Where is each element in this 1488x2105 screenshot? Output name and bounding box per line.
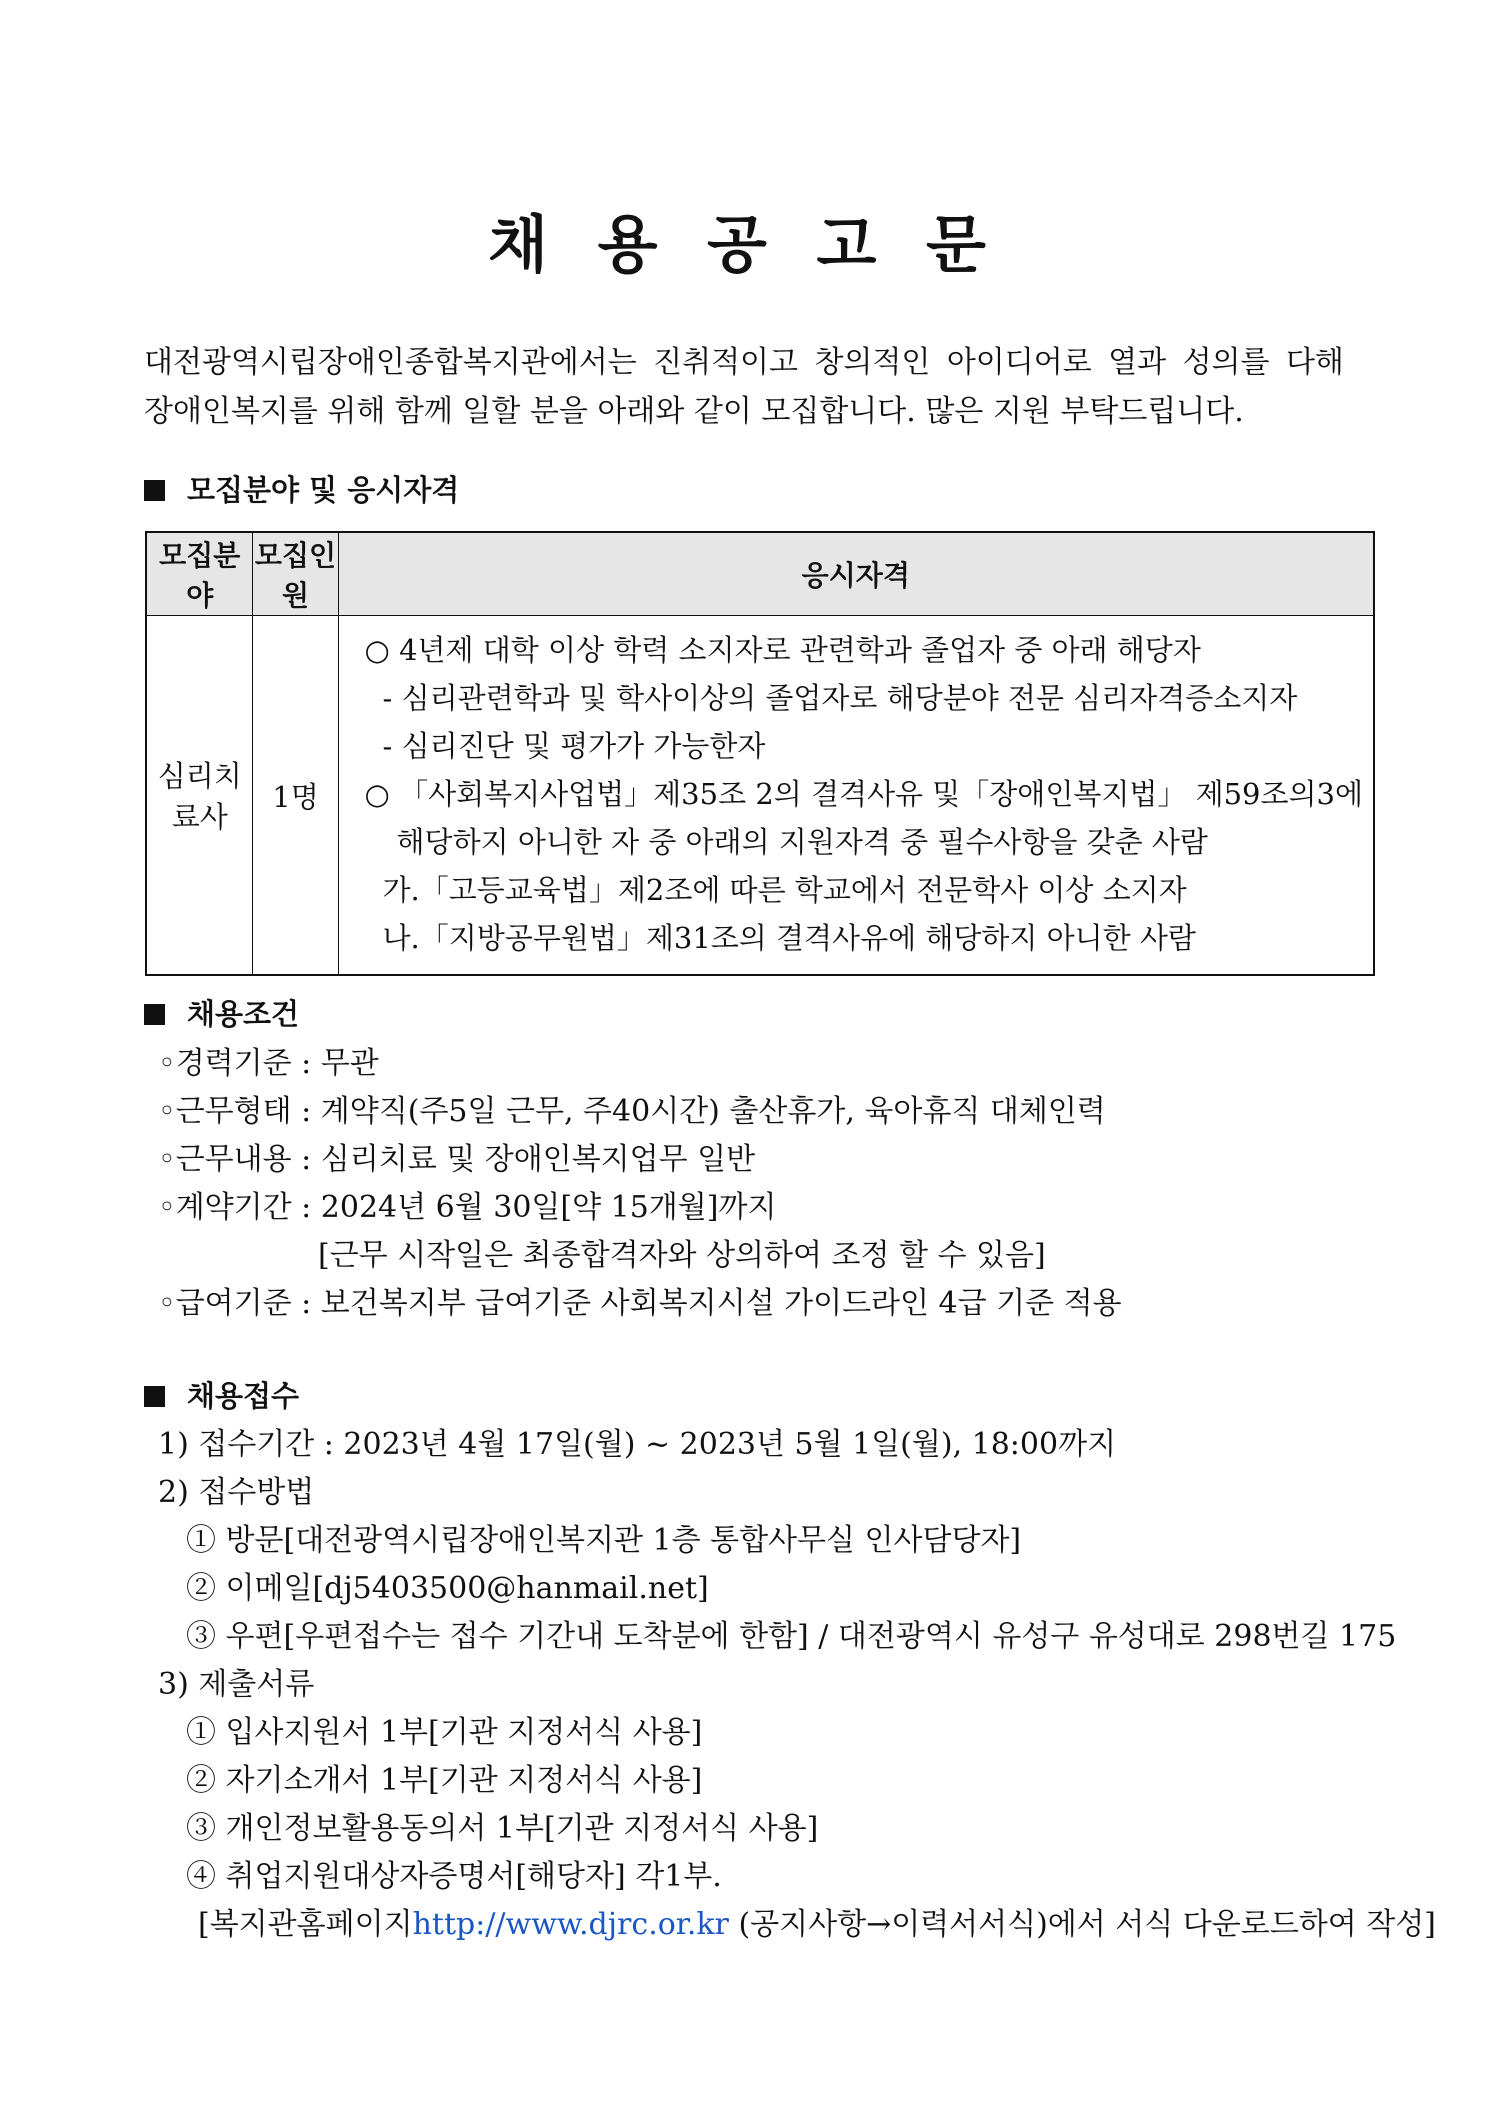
cell-count: 1명 bbox=[253, 616, 338, 976]
header-qualification: 응시자격 bbox=[338, 532, 1374, 616]
document-item: ① 입사지원서 1부[기관 지정서식 사용] bbox=[186, 1715, 703, 1750]
qualification-line: 가.「고등교육법」제2조에 따른 학교에서 전문학사 이상 소지자 bbox=[382, 873, 1187, 907]
intro-word: 창의적인 bbox=[814, 345, 931, 380]
section-heading-text: 채용접수 bbox=[187, 1379, 300, 1413]
application-method-label: 2) 접수방법 bbox=[158, 1475, 315, 1510]
condition-item: ◦경력기준 : 무관 bbox=[158, 1046, 379, 1081]
document-item: ④ 취업지원대상자증명서[해당자] 각1부. bbox=[186, 1859, 722, 1894]
intro-word: 진취적이고 bbox=[653, 345, 799, 380]
condition-item: ◦계약기간 : 2024년 6월 30일[약 15개월]까지 bbox=[158, 1190, 777, 1225]
application-method: ③ 우편[우편접수는 접수 기간내 도착분에 한함] / 대전광역시 유성구 유성대로 298번길 175 bbox=[186, 1619, 1397, 1654]
download-note bbox=[158, 1901, 1436, 1949]
conditions-list bbox=[158, 1040, 1122, 1328]
homepage-link[interactable]: http://www.djrc.or.kr bbox=[412, 1907, 729, 1942]
intro-paragraph bbox=[144, 338, 1344, 436]
application-period: 1) 접수기간 : 2023년 4월 17일(월) ~ 2023년 5월 1일(월), 18:00까지 bbox=[158, 1427, 1117, 1462]
intro-line-2: 장애인복지를 위해 함께 일할 분을 아래와 같이 모집합니다. 많은 지원 부탁드립니다. bbox=[144, 394, 1244, 429]
intro-word: 아이디어로 bbox=[946, 345, 1092, 380]
header-count: 모집인원 bbox=[253, 532, 338, 616]
intro-word: 성의를 bbox=[1182, 345, 1270, 380]
application-method: ② 이메일[dj5403500@hanmail.net] bbox=[186, 1571, 709, 1606]
square-bullet-icon bbox=[144, 1004, 165, 1025]
qualification-line: 해당하지 아니한 자 중 아래의 지원자격 중 필수사항을 갖춘 사람 bbox=[396, 825, 1208, 859]
application-list bbox=[158, 1421, 1436, 1949]
note-suffix: (공지사항→이력서서식)에서 서식 다운로드하여 작성] bbox=[728, 1907, 1436, 1942]
application-method: ① 방문[대전광역시립장애인복지관 1층 통합사무실 인사담당자] bbox=[186, 1523, 1022, 1558]
condition-item: ◦근무내용 : 심리치료 및 장애인복지업무 일반 bbox=[158, 1142, 756, 1177]
section-heading-application bbox=[144, 1376, 299, 1416]
qualification-line: - 심리진단 및 평가가 가능한자 bbox=[382, 729, 766, 763]
table-header-row bbox=[146, 532, 1374, 616]
intro-word: 대전광역시립장애인종합복지관에서는 bbox=[144, 345, 637, 380]
condition-item: ◦급여기준 : 보건복지부 급여기준 사회복지시설 가이드라인 4급 기준 적용 bbox=[158, 1286, 1122, 1321]
table-row bbox=[146, 616, 1374, 976]
section-heading-recruitment bbox=[144, 470, 459, 510]
intro-word: 다해 bbox=[1285, 345, 1344, 380]
intro-word: 열과 bbox=[1108, 345, 1167, 380]
square-bullet-icon bbox=[144, 1386, 165, 1407]
note-prefix: [복지관홈페이지 bbox=[198, 1907, 413, 1942]
qualification-line: ○ 4년제 대학 이상 학력 소지자로 관련학과 졸업자 중 아래 해당자 bbox=[364, 633, 1201, 667]
recruitment-table bbox=[145, 531, 1375, 976]
document-item: ② 자기소개서 1부[기관 지정서식 사용] bbox=[186, 1763, 703, 1798]
section-heading-conditions bbox=[144, 994, 299, 1034]
qualification-line: ○ 「사회복지사업법」제35조 2의 결격사유 및「장애인복지법」 제59조의3에 bbox=[364, 777, 1363, 811]
page-title: 채 용 공 고 문 bbox=[488, 208, 1000, 281]
section-heading-text: 모집분야 및 응시자격 bbox=[187, 473, 460, 507]
square-bullet-icon bbox=[144, 480, 165, 501]
section-heading-text: 채용조건 bbox=[187, 997, 300, 1031]
condition-item: ◦근무형태 : 계약직(주5일 근무, 주40시간) 출산휴가, 육아휴직 대체인력 bbox=[158, 1094, 1106, 1129]
cell-qualifications bbox=[338, 616, 1374, 976]
intro-line-1 bbox=[144, 338, 1344, 387]
header-field: 모집분야 bbox=[146, 532, 253, 616]
condition-item: [근무 시작일은 최종합격자와 상의하여 조정 할 수 있음] bbox=[318, 1238, 1046, 1273]
documents-label: 3) 제출서류 bbox=[158, 1667, 315, 1702]
cell-field: 심리치료사 bbox=[146, 616, 253, 976]
document-item: ③ 개인정보활용동의서 1부[기관 지정서식 사용] bbox=[186, 1811, 819, 1846]
qualification-line: 나.「지방공무원법」제31조의 결격사유에 해당하지 아니한 사람 bbox=[382, 921, 1196, 955]
qualification-line: - 심리관련학과 및 학사이상의 졸업자로 해당분야 전문 심리자격증소지자 bbox=[382, 681, 1298, 715]
